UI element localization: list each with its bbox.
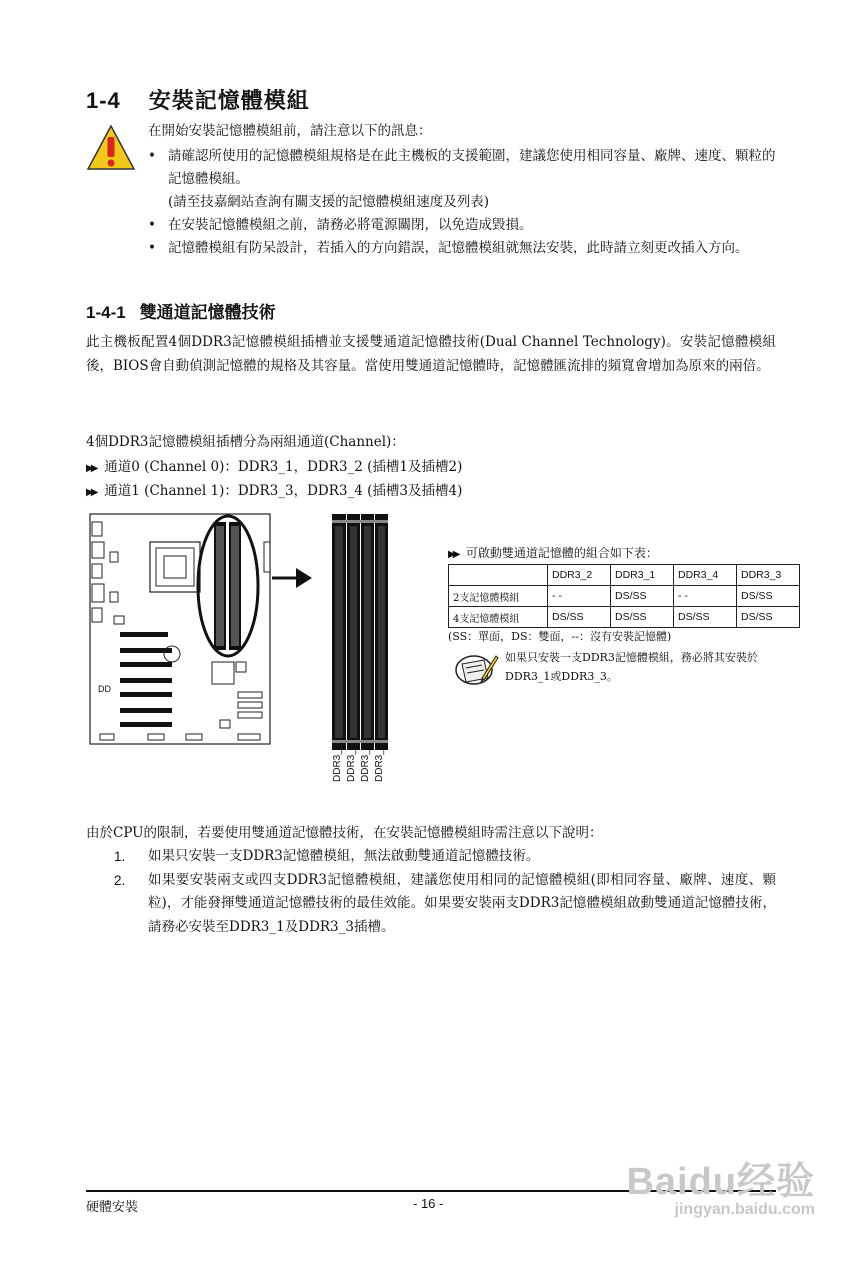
pencil-note-icon	[454, 650, 500, 688]
subsection-number: 1-4-1	[86, 303, 126, 322]
warning-bullet: • 請確認所使用的記憶體模組規格是在此主機板的支援範圍，建議您使用相同容量、廠牌、速度、顆粒的記憶體模組。 (請至技嘉網站查詢有關支援的記憶體模組速度及列表)	[148, 148, 776, 210]
subsection-title	[86, 298, 276, 323]
table-cell: 2支記憶體模組	[449, 586, 548, 607]
table-header-cell: DDR3_4	[674, 565, 737, 586]
section-title-text: 安裝記憶體模組	[148, 88, 310, 114]
table-cell: - -	[548, 586, 611, 607]
double-arrow-icon: ▶▶	[86, 463, 96, 474]
list-item: 1. 如果只安裝一支DDR3記憶體模組，無法啟動雙通道記憶體技術。	[114, 848, 540, 864]
notes-list	[114, 845, 776, 939]
watermark-url: jingyan.baidu.com	[674, 1201, 815, 1218]
section-title	[86, 84, 310, 115]
motherboard-diagram	[88, 512, 278, 748]
table-header-row	[449, 565, 800, 586]
table-header-cell: DDR3_2	[548, 565, 611, 586]
pointer-arrow-icon	[270, 566, 314, 590]
channel-1-line: ▶▶ 通道1 (Channel 1)：DDR3_3，DDR3_4 (插槽3及插槽4)	[86, 483, 463, 499]
warning-triangle-icon	[86, 124, 136, 172]
list-item: 2. 如果要安裝兩支或四支DDR3記憶體模組，建議您使用相同的記憶體模組(即相同容量、廠牌、速度、顆粒)，才能發揮雙通道記憶體技術的最佳效能。如果要安裝兩支DDR3記憶體模組啟動雙通道記憶體技術，請務必安裝至DDR3_1及DDR3_3插槽。	[114, 871, 776, 935]
table-cell: DS/SS	[548, 607, 611, 628]
table-cell: - -	[674, 586, 737, 607]
channel-0-line: ▶▶ 通道0 (Channel 0)：DDR3_1，DDR3_2 (插槽1及插槽2)	[86, 459, 463, 475]
table-cell: DS/SS	[737, 607, 800, 628]
table-cell: DS/SS	[674, 607, 737, 628]
slot-label-ddr3-1: DDR3_1	[346, 743, 357, 782]
table-cell: DS/SS	[737, 586, 800, 607]
board-marking: DD	[98, 684, 111, 694]
combo-title: ▶▶ 可啟動雙通道記憶體的組合如下表：	[448, 546, 658, 560]
subsection-title-text: 雙通道記憶體技術	[139, 303, 276, 323]
table-row	[449, 586, 800, 607]
slot-labels	[332, 743, 392, 792]
table-header-cell	[449, 565, 548, 586]
double-arrow-icon: ▶▶	[86, 487, 96, 498]
table-cell: DS/SS	[611, 607, 674, 628]
page-number: - 16 -	[413, 1196, 444, 1211]
watermark-brand: Baidu经验	[626, 1161, 815, 1203]
channels-header: 4個DDR3記憶體模組插槽分為兩組通道(Channel)：	[86, 434, 405, 450]
section-number: 1-4	[86, 88, 121, 113]
combo-legend: (SS：單面，DS：雙面，--：沒有安裝記憶體)	[448, 630, 672, 643]
slot-label-ddr3-2: DDR3_2	[332, 743, 343, 782]
warning-bullet-note: (請至技嘉網站查詢有關支援的記憶體模組速度及列表)	[168, 194, 490, 210]
table-row	[449, 607, 800, 628]
table-header-cell: DDR3_1	[611, 565, 674, 586]
warning-intro: 在開始安裝記憶體模組前，請注意以下的訊息：	[148, 123, 432, 139]
table-cell: DS/SS	[611, 586, 674, 607]
footer-chapter: 硬體安裝	[86, 1200, 139, 1215]
table-cell: 4支記憶體模組	[449, 607, 548, 628]
combo-note: 如果只安裝一支DDR3記憶體模組，務必將其安裝於DDR3_1或DDR3_3。	[505, 651, 758, 683]
warning-bullet: • 記憶體模組有防呆設計，若插入的方向錯誤，記憶體模組就無法安裝，此時請立刻更改插入方向。	[148, 240, 749, 256]
watermark	[626, 1150, 815, 1219]
table-header-cell: DDR3_3	[737, 565, 800, 586]
warning-list	[148, 145, 778, 260]
combo-table	[448, 564, 800, 628]
warning-bullet: • 在安裝記憶體模組之前，請務必將電源關閉，以免造成毀損。	[148, 217, 533, 233]
double-arrow-icon: ▶▶	[448, 549, 458, 560]
dimm-slots-closeup	[330, 512, 390, 752]
intro-paragraph: 此主機板配置4個DDR3記憶體模組插槽並支援雙通道記憶體技術(Dual Channel Technology)。安裝記憶體模組後，BIOS會自動偵測記憶體的規格及其容量。當使用雙通道記憶體時，記憶體匯流排的頻寬會增加為原來的兩倍。	[86, 334, 776, 374]
slot-label-ddr3-4: DDR3_4	[360, 743, 371, 782]
slot-label-ddr3-3: DDR3_3	[374, 743, 385, 782]
cpu-paragraph: 由於CPU的限制，若要使用雙通道記憶體技術，在安裝記憶體模組時需注意以下說明：	[86, 825, 603, 841]
